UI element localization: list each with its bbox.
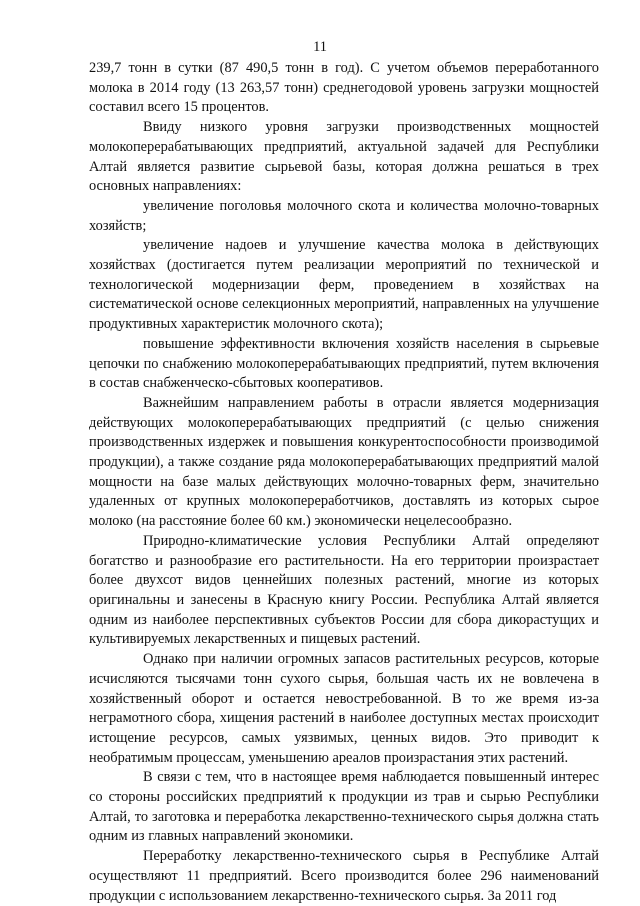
paragraph-processing: Переработку лекарственно-технического сырья в Республике Алтай осуществляют 11 предприятий. Всего производится более 296 наименований продукции с использованием лекарственно-технического сырья. За 2011 год xyxy=(89,848,599,904)
body-text xyxy=(89,59,599,906)
paragraph-low-capacity: Ввиду низкого уровня загрузки производственных мощностей молокоперерабатывающих предприятий, актуальной задачей для Республики Алтай является развитие сырьевой базы, которая должна решаться в трех основных направлениях: xyxy=(89,119,599,195)
paragraph-modernization: Важнейшим направлением работы в отрасли является модернизация действующих молокоперерабатывающих предприятий (с целью снижения производственных издержек и повышения конкурентоспособности производимой продукции), а также создание ряда молокоперерабатывающих предприятий малой мощности на базе малых действующих молочно-товарных ферм, значительно удаленных от крупных молокопереработчиков, доставлять из которых сырое молоко (на расстояние более 60 км.) экономически нецелесообразно. xyxy=(89,394,599,530)
paragraph-direction-households: повышение эффективности включения хозяйств населения в сырьевые цепочки по снабжению молокоперерабатывающих предприятий, путем включения в состав снабженческо-сбытовых кооперативов. xyxy=(89,335,599,392)
paragraph-continuation: 239,7 тонн в сутки (87 490,5 тонн в год). С учетом объемов переработанного молока в 2014 году (13 263,57 тонн) среднегодовой уровень загрузки мощностей составил всего 15 процентов. xyxy=(89,60,599,116)
paragraph-natural-conditions: Природно-климатические условия Республики Алтай определяют богатство и разнообразие его растительности. На его территории произрастает более двухсот видов ценнейших полезных растений, многие из которых оригинальны и занесены в Красную книгу России. Республика Алтай является одним из наиболее перспективных субъектов России для сбора дикорастущих и культивируемых лекарственных и пищевых растений. xyxy=(89,532,599,648)
paragraph-plant-resources: Однако при наличии огромных запасов растительных ресурсов, которые исчисляются тысячами тонн сухого сырья, большая часть их не вовлечена в хозяйственный оборот и остается невостребованной. В то же время из-за неграмотного сбора, хищения растений в наиболее доступных местах происходит истощение ресурсов, самых уязвимых, ценных видов. Это приводит к необратимым процессам, уменьшению ареалов произрастания этих растений. xyxy=(89,651,599,766)
paragraph-direction-livestock: увеличение поголовья молочного скота и количества молочно-товарных хозяйств; xyxy=(89,197,599,234)
page-number: 11 xyxy=(313,39,327,55)
paragraph-interest: В связи с тем, что в настоящее время наблюдается повышенный интерес со стороны российских предприятий к продукции из трав и сырью Республики Алтай, то заготовка и переработка лекарственно-технического сырья должна стать одним из главных направлений экономики. xyxy=(89,769,599,845)
paragraph-direction-milk-yield: увеличение надоев и улучшение качества молока в действующих хозяйствах (достигается путем реализации мероприятий по технической и технологической модернизации ферм, проведением в хозяйствах на систематической основе селекционных мероприятий, направленных на улучшение продуктивных характеристик молочного скота); xyxy=(89,237,599,333)
